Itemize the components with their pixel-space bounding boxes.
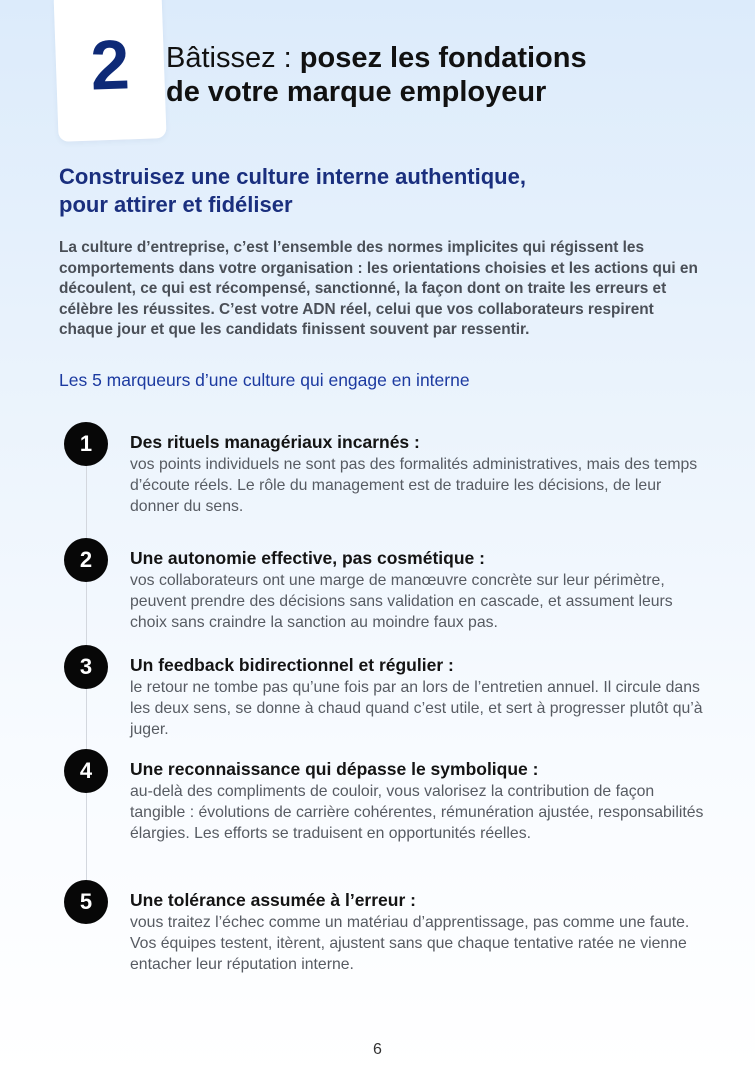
marker-text: vous traitez l’échec comme un matériau d’apprentissage, pas comme une faute. Vos équipes testent, itèrent, ajustent sans que chaque tentative ratée ne vienne entacher leur réputation interne.	[130, 914, 690, 973]
marker-number-badge: 3	[64, 645, 108, 689]
page-title-light: Bâtissez :	[166, 42, 300, 74]
marker-heading: Une autonomie effective, pas cosmétique :	[130, 548, 485, 568]
section-subtitle-line1: Construisez une culture interne authentique,	[59, 164, 526, 189]
section-number-card	[53, 0, 166, 142]
marker-text: au-delà des compliments de couloir, vous valorisez la contribution de façon tangible : évolutions de carrière cohérentes, rémunération ajustée, responsabilités élargies. Les efforts se traduisent en opportunités réelles.	[130, 783, 704, 842]
marker-heading: Un feedback bidirectionnel et régulier :	[130, 655, 454, 675]
page-title	[166, 41, 726, 109]
marker-number-badge: 2	[64, 538, 108, 582]
marker-heading: Une reconnaissance qui dépasse le symbolique :	[130, 759, 539, 779]
section-subtitle	[59, 163, 659, 219]
marker-number-badge: 5	[64, 880, 108, 924]
marker-text: vos collaborateurs ont une marge de manœuvre concrète sur leur périmètre, peuvent prendre des décisions sans validation en cascade, et assument leurs choix sans craindre la sanction au moindre faux pas.	[130, 572, 673, 631]
marker-heading: Des rituels managériaux incarnés :	[130, 432, 420, 452]
marker-number-badge: 4	[64, 749, 108, 793]
marker-heading: Une tolérance assumée à l’erreur :	[130, 890, 416, 910]
page-title-bold-line2: de votre marque employeur	[166, 76, 547, 108]
section-subtitle-line2: pour attirer et fidéliser	[59, 192, 293, 217]
page-title-bold-line1: posez les fondations	[299, 42, 587, 74]
section-number: 2	[89, 25, 131, 105]
marker-number-badge: 1	[64, 422, 108, 466]
marker-text: le retour ne tombe pas qu’une fois par an lors de l’entretien annuel. Il circule dans les deux sens, se donne à chaud quand c’est utile, et sert à progresser plutôt qu’à juger.	[130, 679, 703, 738]
marker-text: vos points individuels ne sont pas des formalités administratives, mais des temps d’écoute réels. Le rôle du management est de traduire les décisions, de leur donner du sens.	[130, 456, 698, 515]
intro-paragraph: La culture d’entreprise, c’est l’ensemble des normes implicites qui régissent les comportements dans votre organisation : les orientations choisies et les actions qui en découlent, ce qui est récompensé, sanctionné, la façon dont on traite les erreurs et célèbre les réussites. C’est votre ADN réel, celui que vos collaborateurs respirent chaque jour et que les candidats finissent souvent par ressentir.	[59, 239, 698, 338]
page-number: 6	[373, 1041, 382, 1058]
markers-title: Les 5 marqueurs d’une culture qui engage en interne	[59, 370, 470, 390]
